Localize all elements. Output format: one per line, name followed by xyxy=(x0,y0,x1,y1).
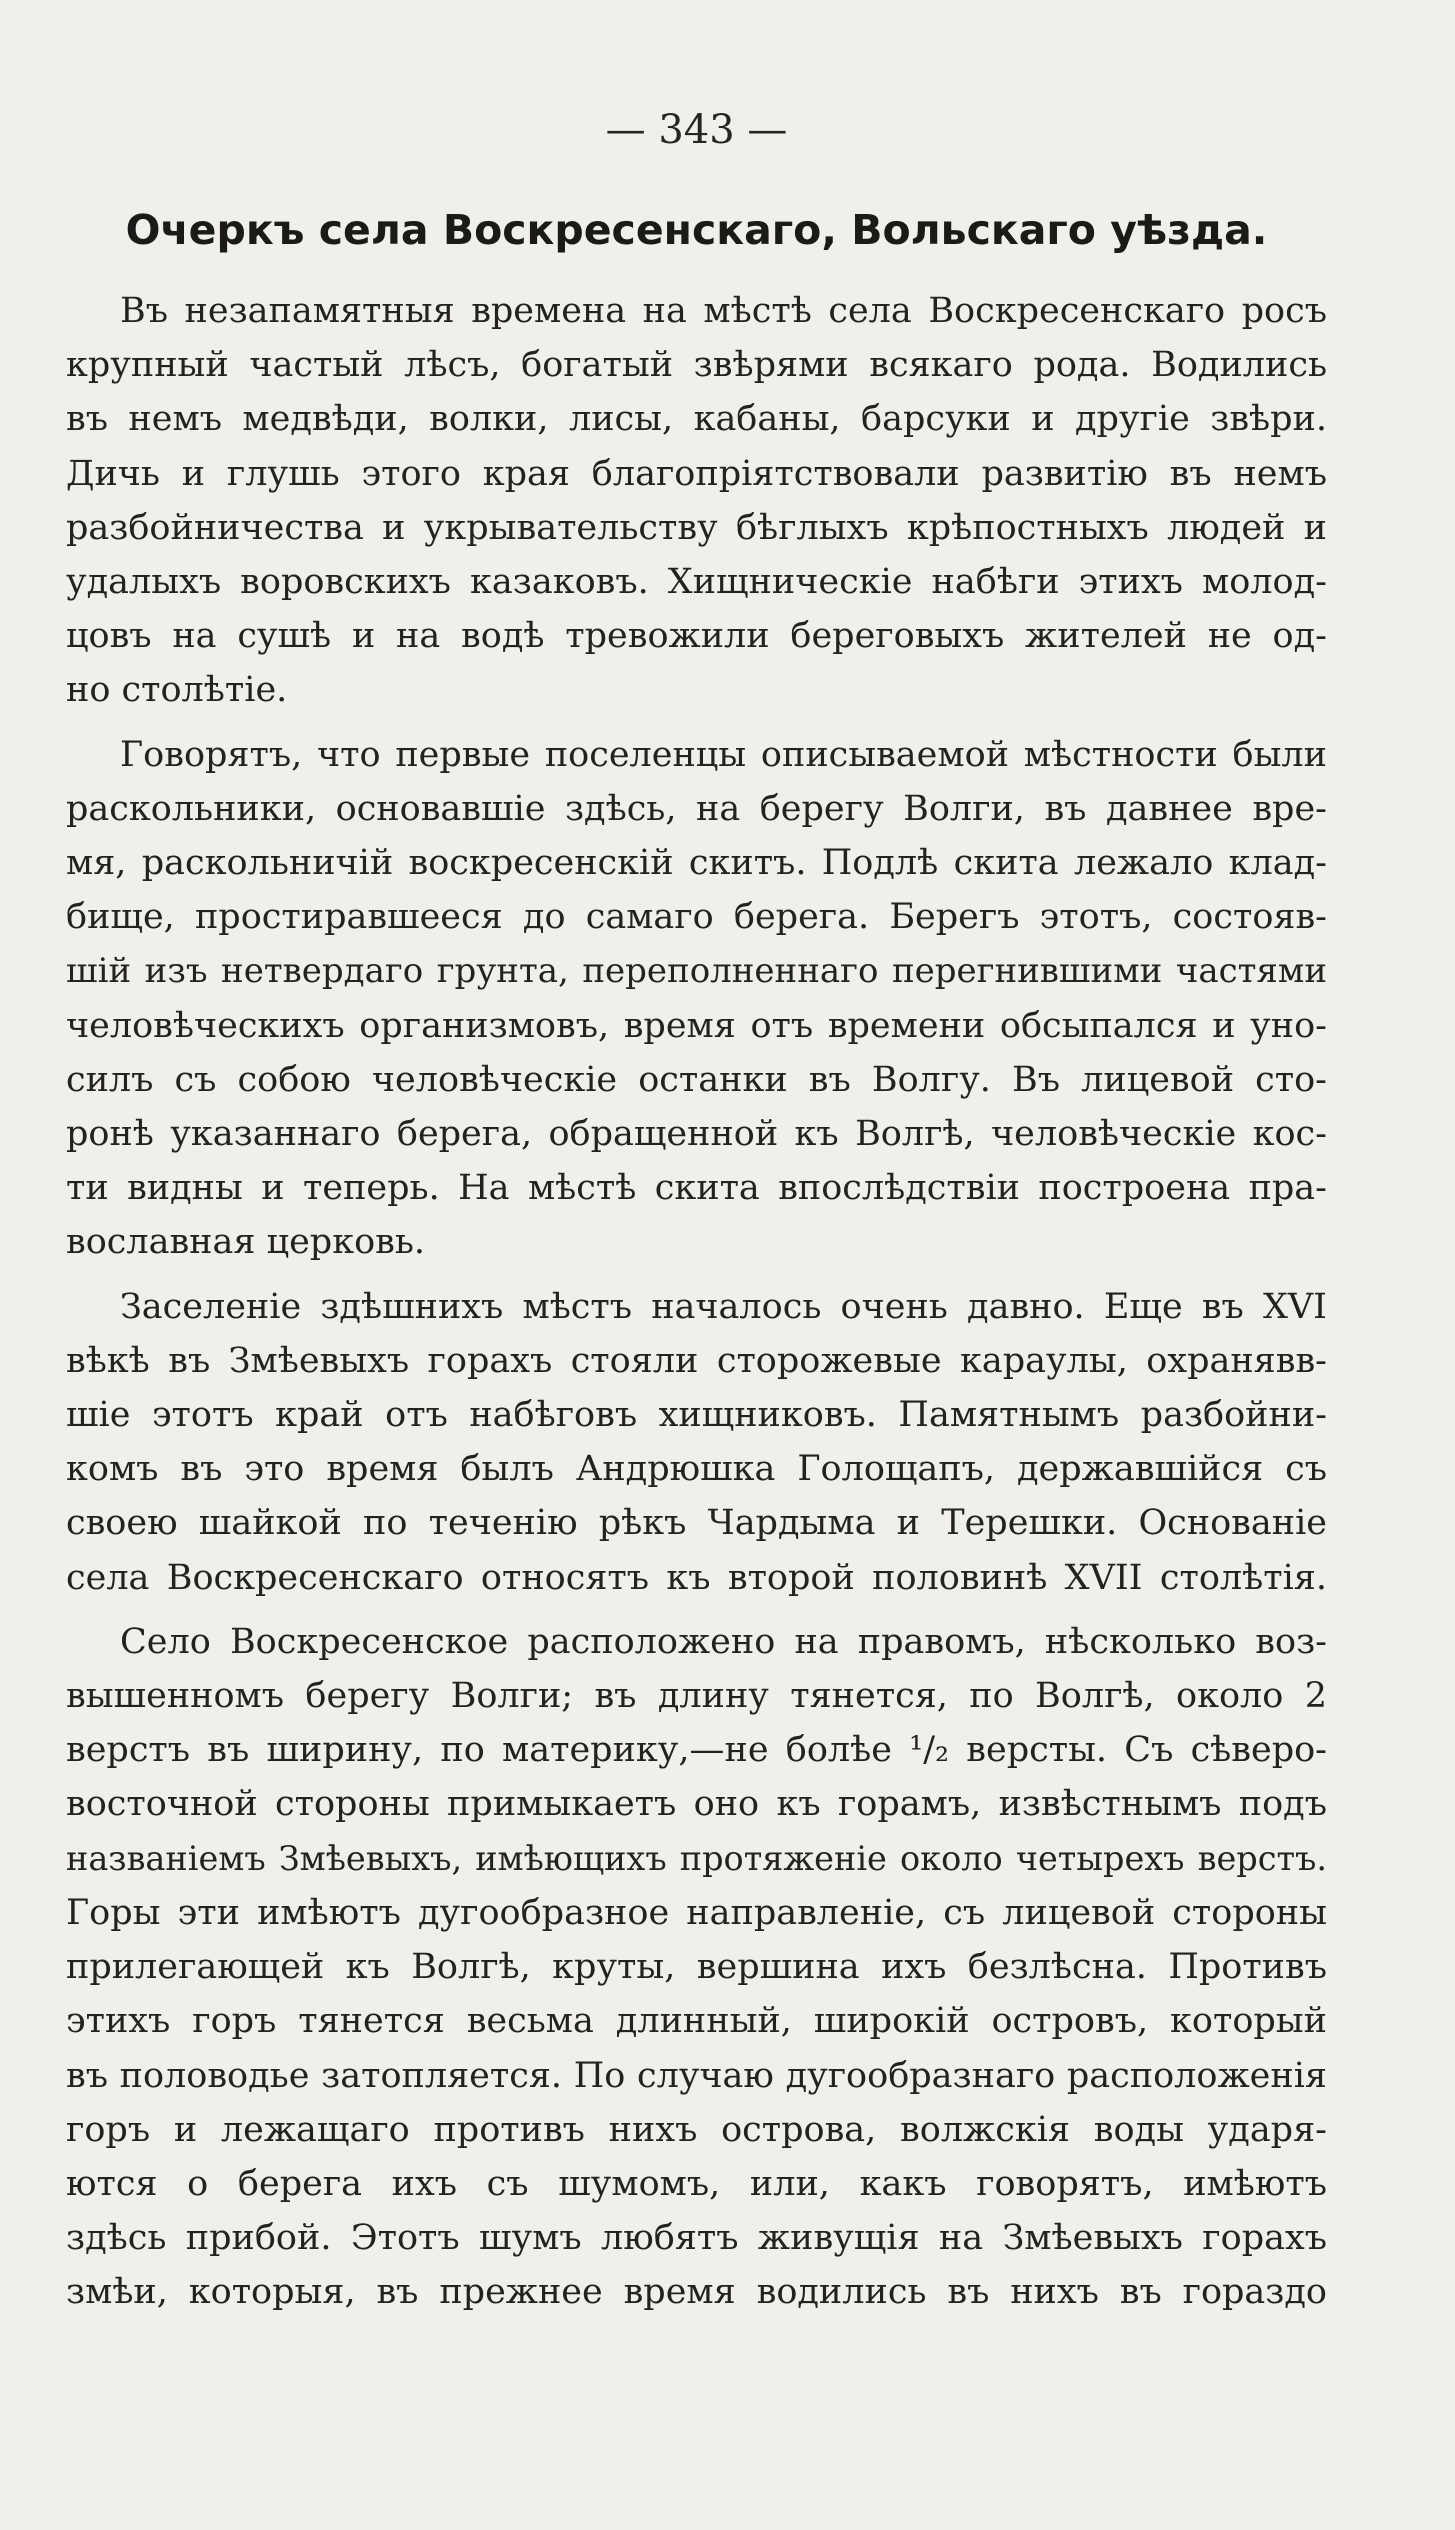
text-line: этихъ горъ тянется весьма длинный, широкій островъ, который xyxy=(66,2001,1327,2042)
paragraph-4 xyxy=(66,1615,1327,2320)
text-line: крупный частый лѣсъ, богатый звѣрями всякаго рода. Водились xyxy=(66,345,1327,386)
text-line: цовъ на сушѣ и на водѣ тревожили береговыхъ жителей не од- xyxy=(66,616,1327,657)
text-line: восточной стороны примыкаетъ оно къ горамъ, извѣстнымъ подъ xyxy=(66,1784,1327,1825)
text-line: горъ и лежащаго противъ нихъ острова, волжскія воды ударя- xyxy=(66,2109,1327,2150)
text-line: названіемъ Змѣевыхъ, имѣющихъ протяженіе около четырехъ верстъ. xyxy=(66,1838,1327,1878)
text-line: верстъ въ ширину, по материку,—не болѣе ¹/₂ версты. Съ сѣверо- xyxy=(66,1730,1327,1771)
text-line: человѣческихъ организмовъ, время отъ времени обсыпался и уно- xyxy=(66,1005,1327,1046)
text-line: вышенномъ берегу Волги; въ длину тянется, по Волгѣ, около 2 xyxy=(66,1676,1327,1717)
text-line: вославная церковь. xyxy=(66,1222,426,1263)
text-line: разбойничества и укрывательству бѣглыхъ крѣпостныхъ людей и xyxy=(66,507,1327,548)
paragraph-1 xyxy=(66,284,1327,718)
text-line: своею шайкой по теченію рѣкъ Чардыма и Терешки. Основаніе xyxy=(66,1503,1327,1544)
text-line: но столѣтіе. xyxy=(66,670,288,711)
text-line: Въ незапамятныя времена на мѣстѣ села Воскресенскаго росъ xyxy=(120,291,1327,331)
text-line: села Воскресенскаго относятъ къ второй половинѣ XVII столѣтія. xyxy=(66,1557,1327,1598)
text-line: раскольники, основавшіе здѣсь, на берегу Волги, въ давнее вре- xyxy=(66,788,1327,829)
text-line: Заселеніе здѣшнихъ мѣстъ началось очень давно. Еще въ XVI xyxy=(120,1286,1327,1327)
text-line: вѣкѣ въ Змѣевыхъ горахъ стояли сторожевые караулы, охранявв- xyxy=(66,1340,1327,1381)
text-line: бище, простиравшееся до самаго берега. Берегъ этотъ, состояв- xyxy=(66,897,1327,938)
text-line: Село Воскресенское расположено на правомъ, нѣсколько воз- xyxy=(120,1621,1327,1662)
text-line: въ половодье затопляется. По случаю дугообразнаго расположенія xyxy=(66,2055,1327,2096)
text-line: ются о берега ихъ съ шумомъ, или, какъ говорятъ, имѣютъ xyxy=(66,2163,1327,2204)
text-line: силъ съ собою человѣческіе останки въ Волгу. Въ лицевой сто- xyxy=(66,1059,1327,1100)
text-line: комъ въ это время былъ Андрюшка Голощапъ, державшійся съ xyxy=(66,1449,1327,1490)
text-line: шіе этотъ край отъ набѣговъ хищниковъ. Памятнымъ разбойни- xyxy=(66,1395,1327,1436)
text-line: Говорятъ, что первые поселенцы описываемой мѣстности были xyxy=(120,734,1327,775)
article-title: Очеркъ села Воскресенскаго, Вольскаго уѣзда. xyxy=(125,206,1268,254)
page-number: — 343 — xyxy=(605,107,788,153)
text-line: Горы эти имѣютъ дугообразное направленіе, съ лицевой стороны xyxy=(66,1892,1327,1933)
text-line: змѣи, которыя, въ прежнее время водились въ нихъ въ гораздо xyxy=(66,2272,1327,2313)
text-line: Дичь и глушь этого края благопріятствовали развитію въ немъ xyxy=(66,453,1327,494)
article-body xyxy=(66,284,1327,2320)
text-line: мя, раскольничій воскресенскій скитъ. Подлѣ скита лежало клад- xyxy=(66,843,1327,884)
text-line: въ немъ медвѣди, волки, лисы, кабаны, барсуки и другіе звѣри. xyxy=(66,399,1327,440)
text-line: прилегающей къ Волгѣ, круты, вершина ихъ безлѣсна. Противъ xyxy=(66,1947,1327,1988)
text-line: ти видны и теперь. На мѣстѣ скита впослѣдствіи построена пра- xyxy=(66,1168,1327,1209)
text-line: удалыхъ воровскихъ казаковъ. Хищническіе набѣги этихъ молод- xyxy=(66,562,1327,603)
text-line: ронѣ указаннаго берега, обращенной къ Волгѣ, человѣческіе кос- xyxy=(66,1114,1327,1155)
text-line: шій изъ нетвердаго грунта, переполненнаго перегнившими частями xyxy=(66,951,1327,992)
paragraph-3 xyxy=(66,1280,1327,1605)
paragraph-2 xyxy=(66,728,1327,1270)
text-line: здѣсь прибой. Этотъ шумъ любятъ живущія на Змѣевыхъ горахъ xyxy=(66,2218,1327,2259)
